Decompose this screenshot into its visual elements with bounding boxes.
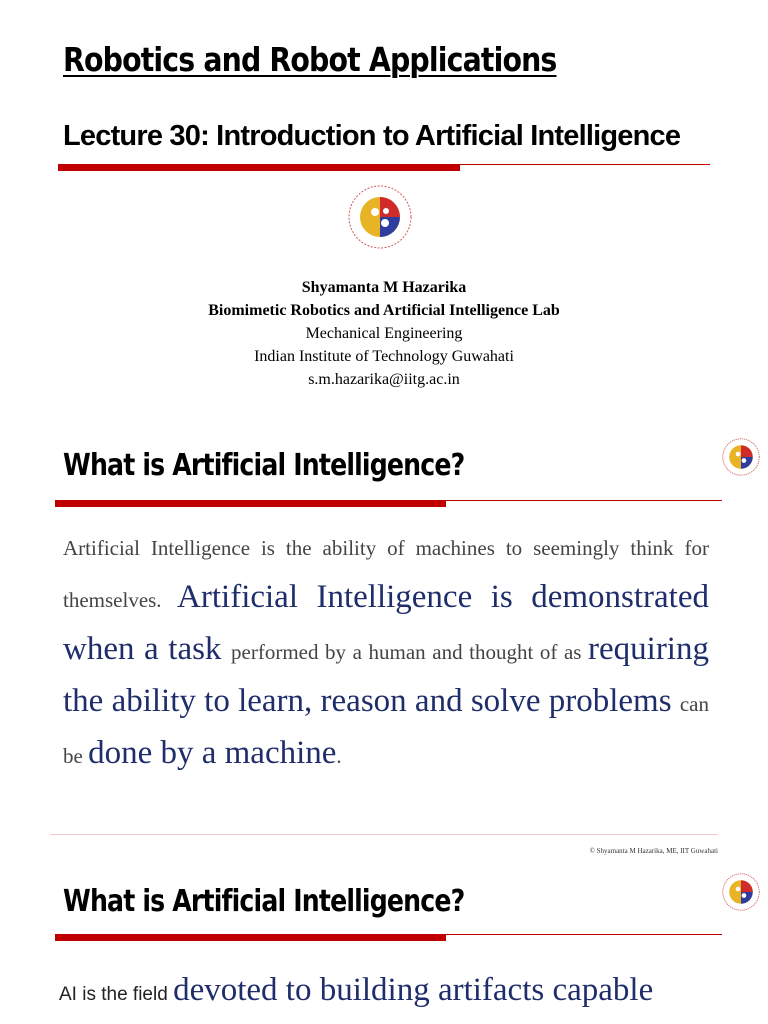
slide3-text-small: AI is the field [59, 984, 174, 1005]
author-lab: Biomimetic Robotics and Artificial Intelligence Lab [208, 302, 560, 319]
iit-guwahati-logo-small-icon [721, 872, 761, 912]
slide2-heading: What is Artificial Intelligence? [63, 448, 465, 483]
author-name: Shyamanta M Hazarika [301, 279, 467, 296]
paragraph-segment: Artificial Intelligence is demonstrated when a task [63, 579, 709, 667]
paragraph-segment: Artificial Intelligence is the ability of machines to seemingly think for themselves. [63, 536, 709, 612]
iit-guwahati-logo-small-icon [721, 437, 761, 477]
paragraph-segment: done by a machine [88, 735, 337, 771]
paragraph-segment: can be [63, 692, 709, 768]
title-rule-thick [58, 165, 460, 171]
author-institute: Indian Institute of Technology Guwahati [254, 348, 514, 365]
author-department: Mechanical Engineering [305, 325, 463, 342]
presentation-title: Robotics and Robot Applications [63, 40, 557, 79]
author-block [0, 276, 768, 391]
copyright-notice: © Shyamanta M Hazarika, ME, IIT Guwahati [589, 847, 718, 855]
paragraph-segment: performed by a human and thought of as [231, 640, 589, 664]
slide3-text-large: devoted to building artifacts capable [173, 972, 654, 1008]
iit-guwahati-logo-icon [346, 183, 414, 251]
lecture-subtitle: Lecture 30: Introduction to Artificial Intelligence [63, 120, 681, 152]
paragraph-segment: . [336, 744, 342, 768]
slide3-heading: What is Artificial Intelligence? [63, 884, 465, 919]
ai-definition-paragraph [63, 525, 709, 782]
slide-separator [50, 834, 718, 835]
slide3-paragraph [59, 972, 653, 1009]
slide3-rule-thick [55, 935, 446, 941]
paragraph-segment: requiring the ability to learn, reason and solve problems [63, 631, 709, 719]
author-email[interactable]: s.m.hazarika@iitg.ac.in [308, 371, 460, 388]
slide2-rule-thick [55, 501, 446, 507]
